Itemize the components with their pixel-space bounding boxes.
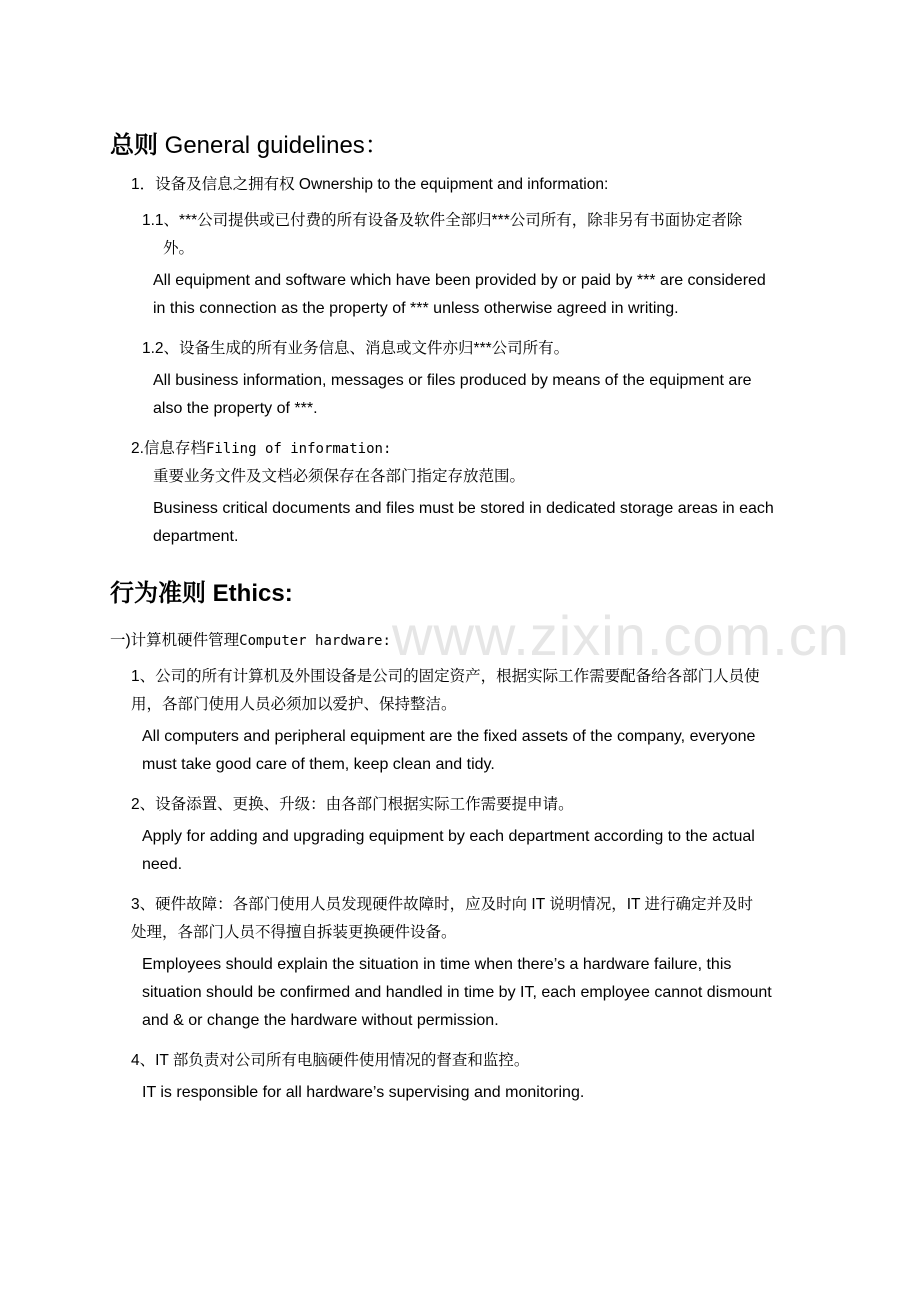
item1-2-cn: 1.2、设备生成的所有业务信息、消息或文件亦归***公司所有。: [142, 340, 570, 357]
item1-1-en-line2: in this connection as the property of *** unless otherwise agreed in writing.: [153, 300, 679, 317]
p2-cn: 2、设备添置、更换、升级：由各部门根据实际工作需要提申请。: [131, 796, 574, 813]
p1-cn-line1: 1、公司的所有计算机及外围设备是公司的固定资产，根据实际工作需要配备给各部门人员使: [131, 668, 760, 685]
sub1-heading-cn: 一)计算机硬件管理: [110, 632, 240, 649]
watermark: www.zixin.com.cn: [392, 604, 850, 667]
p1-en-line1: All computers and peripheral equipment are the fixed assets of the company, everyone: [142, 728, 756, 745]
p2-en-line2: need.: [142, 856, 183, 873]
p4-cn: 4、IT 部负责对公司所有电脑硬件使用情况的督查和监控。: [131, 1052, 530, 1069]
p3-en-line1: Employees should explain the situation in time when there’s a hardware failure, this: [142, 956, 732, 973]
section-title-cn: 总则: [110, 132, 158, 159]
sub1-heading-en: Computer hardware:: [239, 633, 391, 649]
item1-heading: 1．设备及信息之拥有权 Ownership to the equipment and information:: [131, 176, 609, 193]
section-title-ethics: 行为准则 Ethics:: [110, 580, 293, 607]
item1-1-cn-line2: 外。: [163, 240, 195, 257]
p1-en-line2: must take good care of them, keep clean and tidy.: [142, 756, 495, 773]
item1-2-en-line2: also the property of ***.: [153, 400, 318, 417]
p3-cn-line1: 3、硬件故障：各部门使用人员发现硬件故障时，应及时向 IT 说明情况，IT 进行确定并及时: [131, 896, 754, 913]
p4-en: IT is responsible for all hardware’s supervising and monitoring.: [142, 1084, 585, 1101]
item1-1-cn-line1: 1.1、***公司提供或已付费的所有设备及软件全部归***公司所有，除非另有书面协定者除: [142, 212, 743, 229]
item2-en-line2: department.: [153, 528, 239, 545]
item1-1-en-line1: All equipment and software which have been provided by or paid by *** are considered: [153, 272, 766, 289]
section-title-en: General guidelines：: [158, 132, 389, 159]
section-title-general: [110, 125, 389, 160]
item2-heading-cn: 2.信息存档: [131, 440, 206, 457]
p3-en-line2: situation should be confirmed and handled in time by IT, each employee cannot dismount: [142, 984, 772, 1001]
item1-2-en-line1: All business information, messages or files produced by means of the equipment are: [153, 372, 752, 389]
item2-heading-en: Filing of information:: [205, 441, 392, 457]
item2-en-line1: Business critical documents and files must be stored in dedicated storage areas in each: [153, 500, 774, 517]
p3-en-line3: and & or change the hardware without permission.: [142, 1012, 499, 1029]
item2-cn: 重要业务文件及文档必须保存在各部门指定存放范围。: [153, 468, 526, 485]
p1-cn-line2: 用，各部门使用人员必须加以爱护、保持整洁。: [131, 696, 457, 713]
p2-en-line1: Apply for adding and upgrading equipment by each department according to the actual: [142, 828, 755, 845]
p3-cn-line2: 处理，各部门人员不得擅自拆装更换硬件设备。: [131, 924, 457, 941]
sub1-heading: [110, 628, 391, 650]
item2-heading: [131, 436, 391, 458]
